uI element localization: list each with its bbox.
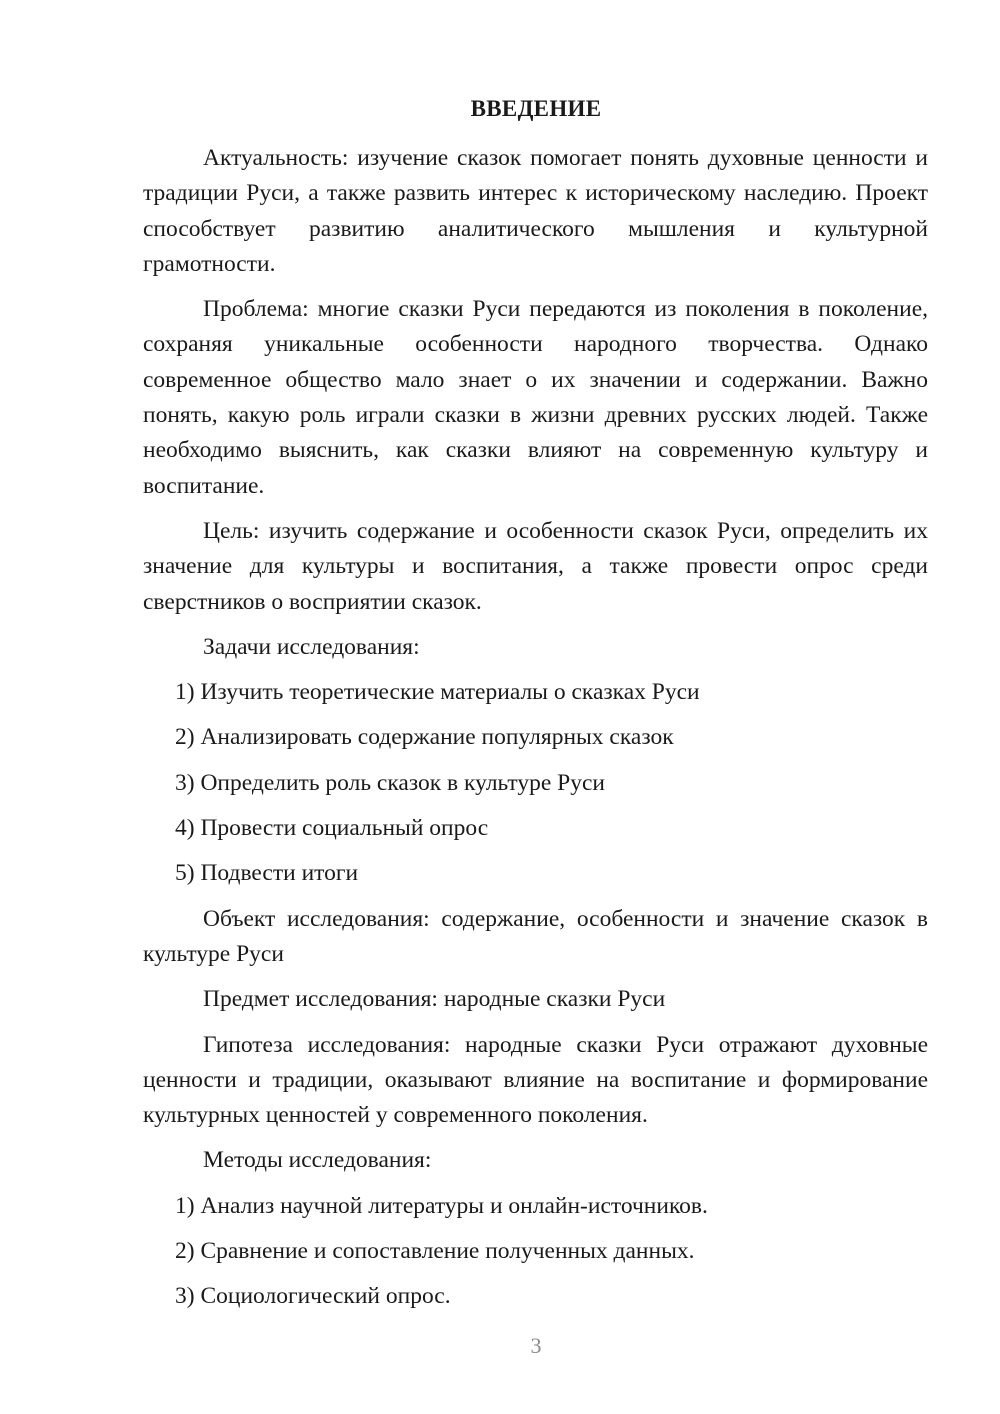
goal-paragraph: Цель: изучить содержание и особенности сказок Руси, определить их значение для культуры и воспитания, а также провести опрос среди сверстников о восприятии сказок. — [143, 517, 928, 615]
subject-paragraph: Предмет исследования: народные сказки Руси — [203, 986, 666, 1013]
list-item: 1) Анализ научной литературы и онлайн-источников. — [175, 1192, 708, 1219]
methods-list — [143, 1189, 928, 1315]
page-title: ВВЕДЕНИЕ — [470, 96, 602, 121]
hypothesis-paragraph: Гипотеза исследования: народные сказки Руси отражают духовные ценности и традиции, оказывают влияние на воспитание и формирование культурных ценностей у современного поколения. — [143, 1031, 928, 1129]
document-body — [143, 141, 928, 1325]
problem-paragraph: Проблема: многие сказки Руси передаются из поколения в поколение, сохраняя уникальные особенности народного творчества. Однако современное общество мало знает о их значении и содержании. Важно понять, какую роль играли сказки в жизни древних русских людей. Также необходимо выяснить, как сказки влияют на современную культуру и воспитание. — [143, 296, 928, 499]
list-item: 3) Определить роль сказок в культуре Руси — [175, 769, 605, 796]
methods-heading: Методы исследования: — [203, 1147, 432, 1174]
page-number: 3 — [530, 1333, 542, 1358]
list-item: 2) Анализировать содержание популярных сказок — [175, 724, 674, 751]
list-item: 1) Изучить теоретические материалы о сказках Руси — [175, 679, 700, 706]
tasks-heading: Задачи исследования: — [203, 633, 420, 660]
list-item: 5) Подвести итоги — [175, 860, 359, 887]
object-paragraph: Объект исследования: содержание, особенности и значение сказок в культуре Руси — [143, 905, 928, 967]
list-item: 4) Провести социальный опрос — [175, 815, 489, 842]
list-item: 3) Социологический опрос. — [175, 1283, 451, 1310]
tasks-list — [143, 675, 928, 891]
list-item: 2) Сравнение и сопоставление полученных данных. — [175, 1238, 695, 1265]
relevance-paragraph: Актуальность: изучение сказок помогает понять духовные ценности и традиции Руси, а также развить интерес к историческому наследию. Проект способствует развитию аналитического мышления и культурной грамотности. — [143, 145, 928, 277]
